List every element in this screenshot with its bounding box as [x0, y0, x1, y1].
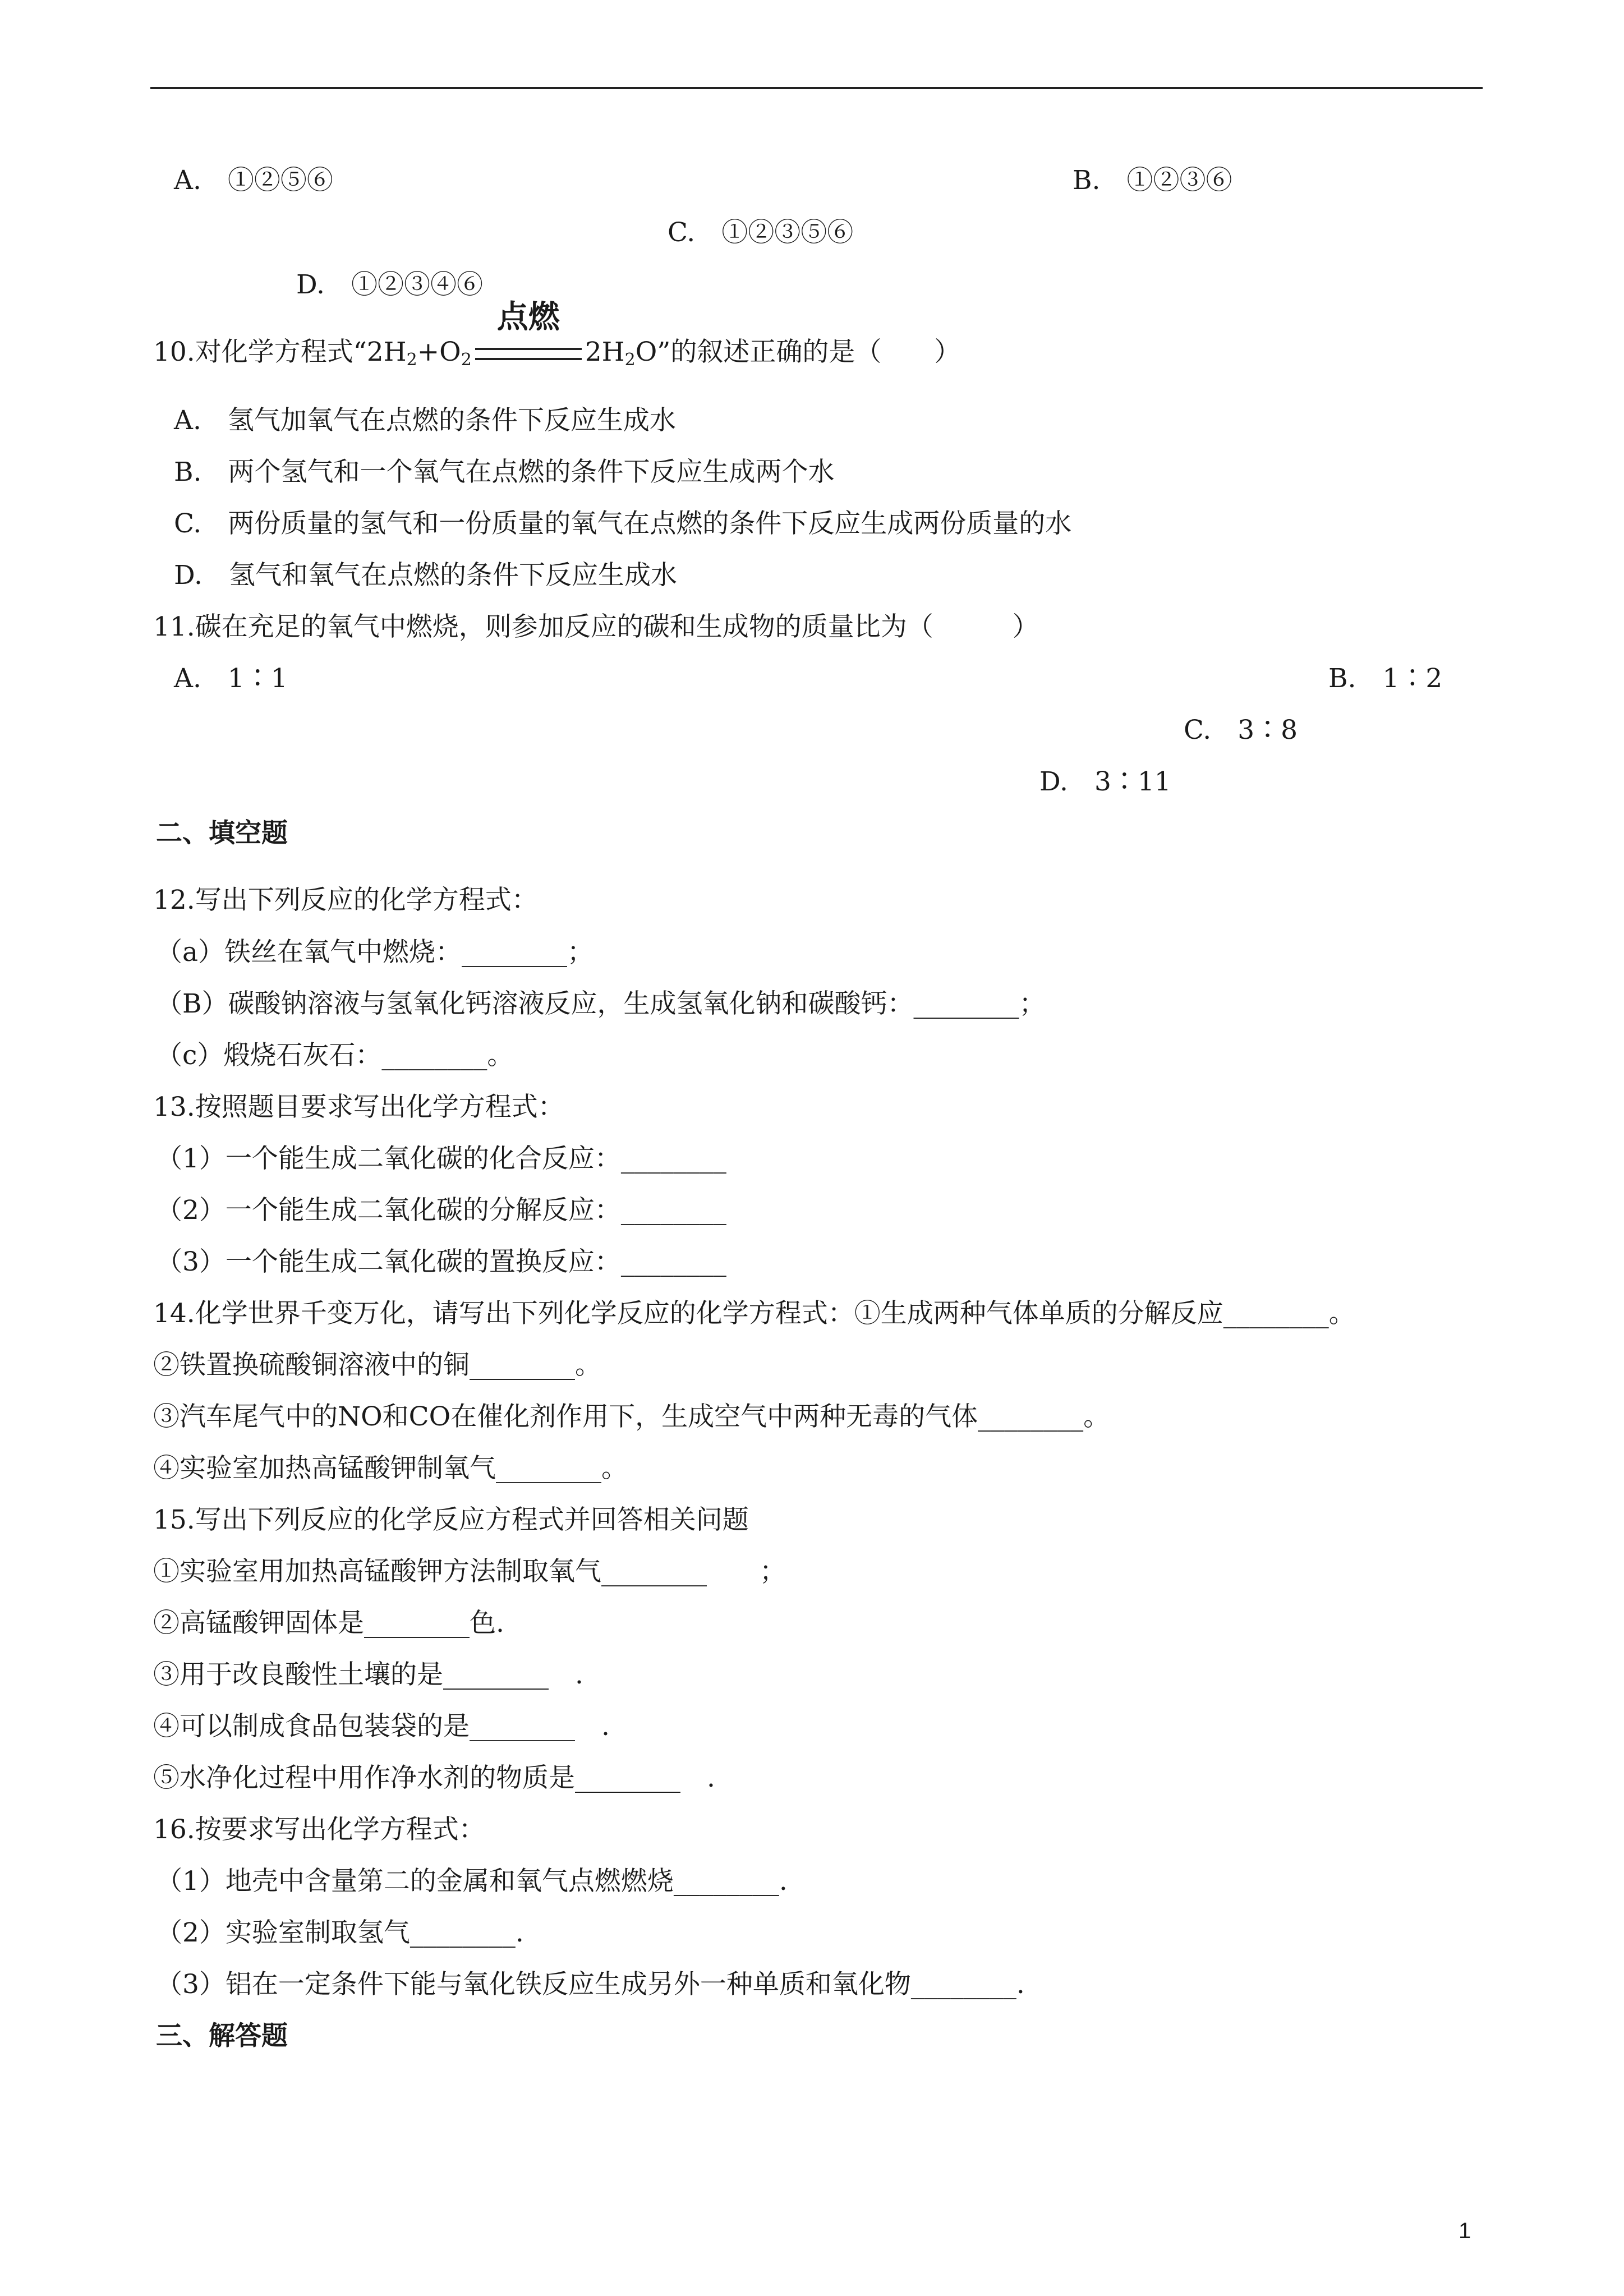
q14-part-2: ②铁置换硫酸铜溶液中的铜________。 [153, 1350, 601, 1381]
q10-option-a: A. 氢气加氧气在点燃的条件下反应生成水 [174, 405, 676, 436]
q15-part-1: ①实验室用加热高锰酸钾方法制取氧气________ ； [153, 1556, 786, 1587]
q12-part-c: （c）煅烧石灰石：________。 [156, 1040, 514, 1071]
q13-part-3: （3）一个能生成二氧化碳的置换反应：________ [156, 1246, 726, 1277]
q10-stem: 10.对化学方程式“$2H_2+O_2$ 点燃 $2H_2O$”的叙述正确的是（ ） [153, 299, 961, 370]
q16-part-2: （2）实验室制取氢气________. [156, 1917, 524, 1948]
section-heading-answer: 三、解答题 [156, 2021, 288, 2051]
q15-part-3: ③用于改良酸性土壤的是________ . [153, 1659, 583, 1690]
q13-part-2: （2）一个能生成二氧化碳的分解反应：________ [156, 1195, 726, 1226]
q12-stem: 12.写出下列反应的化学方程式： [153, 885, 538, 915]
q9-option-b: B. ①②③⑥ [1073, 165, 1232, 196]
q15-stem: 15.写出下列反应的化学反应方程式并回答相关问题 [153, 1504, 749, 1535]
q12-part-b: （B）碳酸钠溶液与氢氧化钙溶液反应，生成氢氧化钠和碳酸钙：________； [156, 988, 1046, 1019]
reaction-condition: 点燃 [496, 299, 560, 335]
q12-part-a: （a）铁丝在氧气中燃烧：________； [156, 937, 594, 968]
q9-option-a: A. ①②⑤⑥ [174, 165, 333, 196]
q13-part-1: （1）一个能生成二氧化碳的化合反应：________ [156, 1143, 726, 1174]
q15-part-2: ②高锰酸钾固体是________色. [153, 1608, 504, 1639]
q11-option-a: A. 1∶1 [174, 663, 288, 694]
q9-option-c: C. ①②③⑤⑥ [668, 217, 854, 248]
q11-option-b: B. 1∶2 [1328, 663, 1443, 694]
q11-stem: 11.碳在充足的氧气中燃烧，则参加反应的碳和生成物的质量比为（ ） [153, 611, 1039, 642]
q9-option-d: D. ①②③④⑥ [296, 269, 483, 300]
q10-option-c: C. 两份质量的氢气和一份质量的氧气在点燃的条件下反应生成两份质量的水 [174, 508, 1072, 539]
page-number: 1 [1459, 2219, 1471, 2243]
q10-option-d: D. 氢气和氧气在点燃的条件下反应生成水 [174, 560, 677, 591]
q13-stem: 13.按照题目要求写出化学方程式： [153, 1092, 564, 1122]
q14-part-4: ④实验室加热高锰酸钾制氧气________。 [153, 1453, 628, 1484]
section-heading-fill-in: 二、填空题 [156, 818, 288, 849]
q14-part-3: ③汽车尾气中的NO和CO在催化剂作用下，生成空气中两种无毒的气体________。 [153, 1401, 1110, 1432]
q16-part-1: （1）地壳中含量第二的金属和氧气点燃燃烧________. [156, 1866, 788, 1897]
q10-option-b: B. 两个氢气和一个氧气在点燃的条件下反应生成两个水 [174, 457, 835, 487]
q11-option-d: D. 3∶11 [1039, 766, 1171, 797]
q16-part-3: （3）铝在一定条件下能与氧化铁反应生成另外一种单质和氧化物________. [156, 1969, 1025, 2000]
reaction-arrow [472, 299, 585, 369]
header-rule [150, 87, 1483, 89]
q11-option-c: C. 3∶8 [1184, 715, 1298, 746]
q16-stem: 16.按要求写出化学方程式： [153, 1814, 485, 1845]
q15-part-5: ⑤水净化过程中用作净水剂的物质是________ . [153, 1763, 715, 1793]
q15-part-4: ④可以制成食品包装袋的是________ . [153, 1711, 610, 1742]
q14-stem: 14.化学世界千变万化，请写出下列化学反应的化学方程式：①生成两种气体单质的分解反应________。 [153, 1298, 1355, 1329]
